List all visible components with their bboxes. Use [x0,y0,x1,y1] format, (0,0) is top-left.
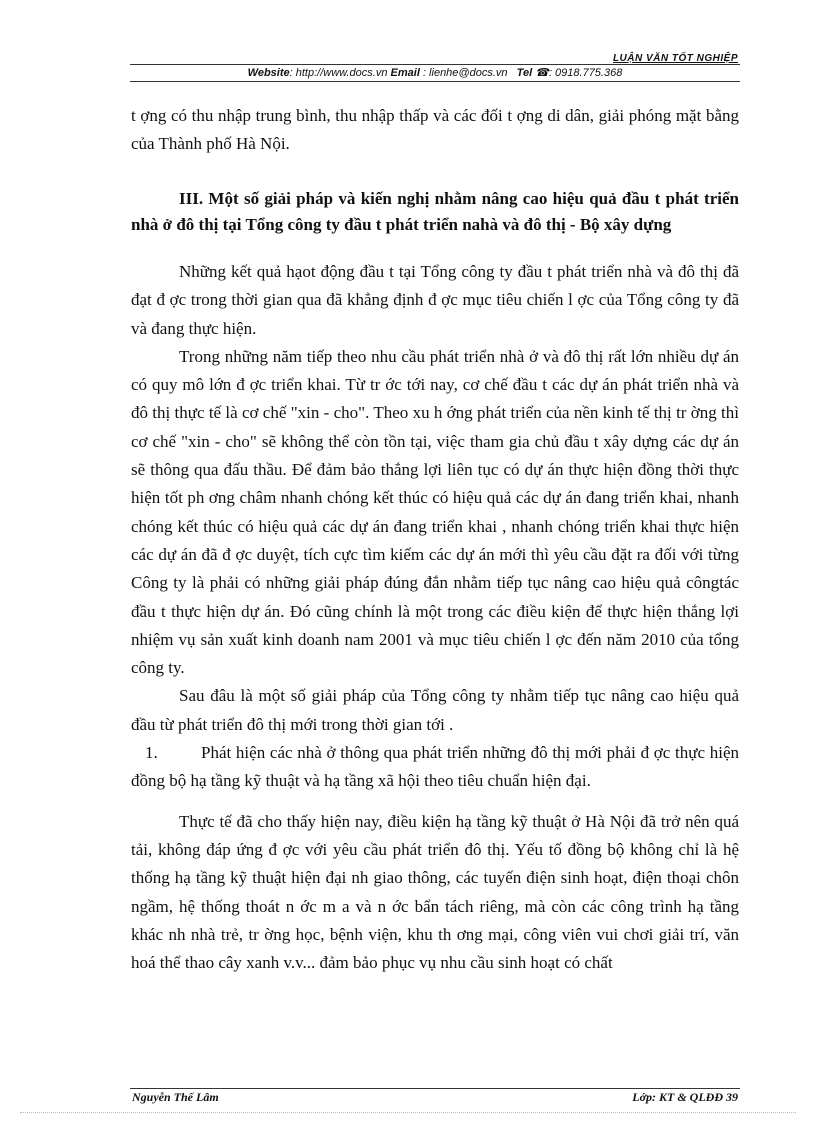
website-label: Website [247,67,290,79]
paragraph-2: Trong những năm tiếp theo nhu cầu phát triển nhà ở và đô thị rất lớn nhiều dự án có quy mô lớn đ ợc triển khai. Từ tr ớc tới nay, cơ chế đầu t các dự án phát triển nhà và đô thị thực tế là cơ chế "xin - cho". Theo xu h ớng phát triển của nền kinh tế thị tr ờng thì cơ chế "xin - cho" sẽ không thể còn tồn tại, việc tham gia chủ đầu t xây dựng các dự án sẽ thông qua đấu thầu. Để đảm bảo thắng lợi liên tục có dự án thực hiện đồng thời thực hiện tốt ph ơng châm nhanh chóng kết thúc có hiệu quả các dự án đang triển khai, nhanh chóng kết thúc có hiệu quả các dự án đang triển khai , nhanh chóng triển khai thực hiện các dự án đã đ ợc duyệt, tích cực tìm kiếm các dự án mới thì yêu cầu đặt ra đối với từng Công ty là phải có những giải pháp đúng đắn nhằm tiếp tục nâng cao hiệu quả côngtác đầu t thực hiện dự án. Đó cũng chính là một trong các điều kiện để thực hiện thắng lợi nhiệm vụ sản xuất kinh doanh nam 2001 và mục tiêu chiến l ợc đến năm 2010 của tổng công ty. [131,346,739,678]
website-value[interactable]: : http://www.docs.vn [289,67,388,79]
footer-author: Nguyễn Thế Lâm [132,1090,219,1104]
header-contact-line [130,66,740,79]
paragraph-4: Thực tế đã cho thấy hiện nay, điều kiện hạ tầng kỹ thuật ở Hà Nội đã trở nên quá tải, không đáp ứng đ ợc với yêu cầu phát triển đô thị. Yếu tố đồng bộ không chỉ là hệ thống hạ tầng kỹ thuật hiện đại nh giao thông, các tuyến điện sinh hoạt, điện thoại chôn ngầm, hệ thống thoát n ớc m a và n ớc bẩn tách riêng, mà còn các công trình hạ tầng khác nh nhà trẻ, tr ờng học, bệnh viện, khu th ơng mại, công viên vui chơi giải trí, văn hoá thể thao cây xanh v.v... đảm bảo phục vụ nhu cầu sinh hoạt có chất [131,811,739,973]
header-brand: LUẬN VĂN TỐT NGHIỆP [612,53,738,64]
paragraph-3: Sau đâu là một số giải pháp của Tổng công ty nhằm tiếp tục nâng cao hiệu quả đầu từ phát triển đô thị mới trong thời gian tới . [131,686,739,734]
intro-paragraph [131,102,739,159]
page-bottom-divider [20,1112,796,1113]
footer-rule [130,1088,740,1089]
email-label: Email [390,67,420,79]
header-rule-bottom [130,81,740,82]
email-value[interactable]: : lienhe@docs.vn [419,67,508,79]
intro-text: t ợng có thu nhập trung bình, thu nhập thấp và các đối t ợng di dân, giải phóng mặt bằng của Thành phố Hà Nội. [131,106,739,154]
phone-icon: ☎ [535,67,549,79]
list-item-1 [131,739,739,796]
footer-class-page: Lớp: KT & QLĐĐ 39 [632,1090,738,1104]
paragraph-1: Những kết quả hạot động đầu t tại Tổng công ty đầu t phát triển nhà và đô thị đã đạt đ ợc trong thời gian qua đã khẳng định đ ợc mục tiêu chiến l ợc của Tổng công ty đã và đang thực hiện. [131,262,739,338]
section-heading: III. Một số giải pháp và kiến nghị nhằm nâng cao hiệu quả đầu t phát triển nhà ở đô thị tại Tổng công ty đầu t phát triển nahà và đô thị - Bộ xây dựng [131,189,739,234]
list-item-1-number: 1. [145,743,158,763]
tel-value: : 0918.775.368 [548,67,623,79]
header-rule-top [130,64,740,65]
tel-label: Tel [516,67,533,79]
list-item-1-text: Phát hiện các nhà ở thông qua phát triển những đô thị mới phải đ ợc thực hiện đồng bộ hạ tầng kỹ thuật và hạ tầng xã hội theo tiêu chuẩn hiện đại. [131,743,739,791]
main-body [131,258,739,977]
